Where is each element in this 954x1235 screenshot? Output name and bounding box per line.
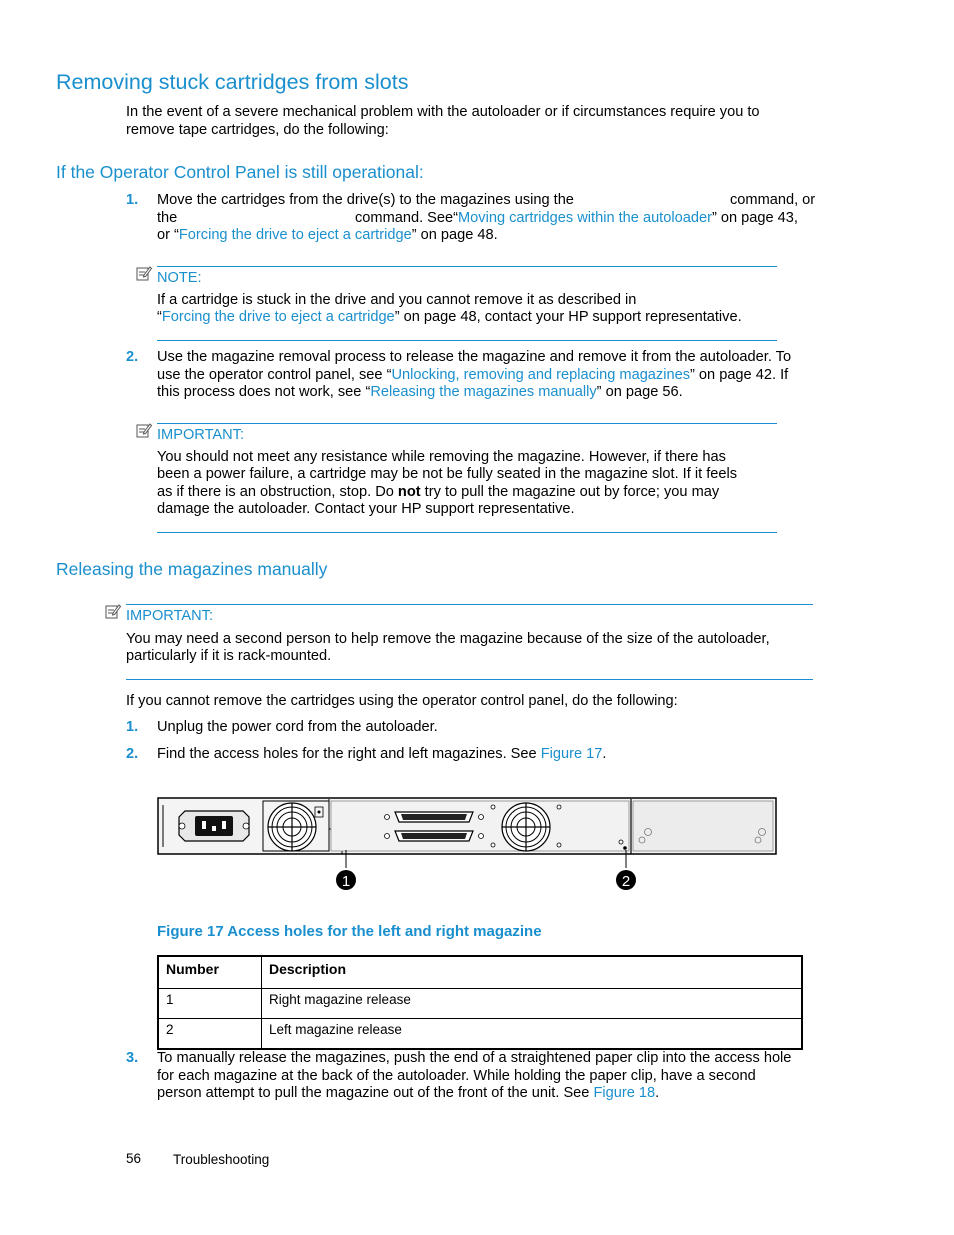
step-text: command, or bbox=[730, 192, 816, 208]
paragraph: If you cannot remove the cartridges using the operator control panel, do the following: bbox=[126, 693, 678, 709]
link-releasing-magazines[interactable]: Releasing the magazines manually bbox=[370, 384, 597, 400]
divider bbox=[157, 266, 777, 267]
important-text: been a power failure, a cartridge may be not be fully seated in the magazine slot. If it feels bbox=[157, 466, 738, 482]
table-cell: Left magazine release bbox=[262, 1019, 803, 1050]
important-icon bbox=[136, 422, 152, 438]
step-text: Use the magazine removal process to release the magazine and remove it from the autoloader. To bbox=[157, 349, 792, 365]
step-text: person attempt to pull the magazine out of the front of the unit. See Figure 18. bbox=[157, 1085, 660, 1101]
step-text: this process does not work, see “Releasing the magazines manually” on page 56. bbox=[157, 384, 683, 400]
power-connector bbox=[179, 811, 249, 841]
important-label: IMPORTANT: bbox=[126, 608, 214, 624]
step-text: use the operator control panel, see “Unlocking, removing and replacing magazines” on page 42. If bbox=[157, 367, 789, 383]
link-moving-cartridges[interactable]: Moving cartridges within the autoloader bbox=[458, 210, 712, 226]
link-figure-17[interactable]: Figure 17 bbox=[540, 746, 603, 762]
subheading-ocp: If the Operator Control Panel is still operational: bbox=[56, 162, 424, 182]
table-row bbox=[158, 1019, 802, 1050]
important-text: as if there is an obstruction, stop. Do not try to pull the magazine out by force; you may bbox=[157, 484, 720, 500]
link-forcing-drive[interactable]: Forcing the drive to eject a cartridge bbox=[178, 227, 412, 243]
important-text: You may need a second person to help remove the magazine because of the size of the autoloader, bbox=[126, 631, 770, 647]
divider bbox=[157, 340, 777, 341]
scsi-connector-bottom bbox=[385, 831, 484, 841]
important-label: IMPORTANT: bbox=[157, 427, 245, 443]
important-text: You should not meet any resistance while removing the magazine. However, if there has bbox=[157, 449, 726, 465]
step-number: 2. bbox=[126, 349, 139, 365]
link-figure-18[interactable]: Figure 18 bbox=[593, 1085, 656, 1101]
important-icon bbox=[105, 603, 121, 619]
step-text: Unplug the power cord from the autoloader. bbox=[157, 719, 438, 735]
step-text: Move the cartridges from the drive(s) to the magazines using the bbox=[157, 192, 574, 208]
divider bbox=[126, 604, 813, 605]
link-forcing-drive[interactable]: Forcing the drive to eject a cartridge bbox=[161, 309, 395, 325]
important-text: damage the autoloader. Contact your HP support representative. bbox=[157, 501, 575, 517]
page-number: 56 bbox=[126, 1151, 142, 1166]
important-text: particularly if it is rack-mounted. bbox=[126, 648, 332, 664]
step-text: the bbox=[157, 210, 178, 226]
callout-1-label: 1 bbox=[341, 873, 351, 890]
note-icon bbox=[136, 265, 152, 281]
step-number: 1. bbox=[126, 719, 139, 735]
link-unlocking-magazines[interactable]: Unlocking, removing and replacing magazines bbox=[391, 367, 690, 383]
step-number: 1. bbox=[126, 192, 139, 208]
column-header: Number bbox=[158, 956, 262, 989]
note-label: NOTE: bbox=[157, 270, 202, 286]
subheading-release: Releasing the magazines manually bbox=[56, 559, 328, 579]
column-header: Description bbox=[262, 956, 803, 989]
page-title: Removing stuck cartridges from slots bbox=[56, 70, 409, 94]
right-fan bbox=[502, 803, 550, 851]
table-cell: 1 bbox=[158, 989, 262, 1019]
note-text: “Forcing the drive to eject a cartridge” on page 48, contact your HP support representative. bbox=[157, 309, 742, 325]
step-text: for each magazine at the back of the autoloader. While holding the paper clip, have a second bbox=[157, 1068, 756, 1084]
footer-section: Troubleshooting bbox=[173, 1152, 270, 1167]
autoloader-rear-figure bbox=[155, 795, 780, 895]
divider bbox=[157, 532, 777, 533]
intro-paragraph: In the event of a severe mechanical problem with the autoloader or if circumstances require you to remove tape cartridges, do the following: bbox=[126, 104, 760, 138]
divider bbox=[126, 679, 813, 680]
step-text: command. See“Moving cartridges within the autoloader” on page 43, bbox=[355, 210, 798, 226]
table-row bbox=[158, 989, 802, 1019]
table-cell: 2 bbox=[158, 1019, 262, 1050]
step-text: or “Forcing the drive to eject a cartridge” on page 48. bbox=[157, 227, 498, 243]
scsi-connector-top bbox=[385, 812, 484, 822]
step-text: To manually release the magazines, push the end of a straightened paper clip into the access hole bbox=[157, 1050, 792, 1066]
table-cell: Right magazine release bbox=[262, 989, 803, 1019]
step-number: 2. bbox=[126, 746, 139, 762]
left-fan bbox=[263, 801, 329, 851]
figure-caption: Figure 17 Access holes for the left and right magazine bbox=[157, 923, 542, 940]
step-text: Find the access holes for the right and left magazines. See Figure 17. bbox=[157, 746, 607, 762]
release-table bbox=[157, 955, 803, 1050]
note-text: If a cartridge is stuck in the drive and you cannot remove it as described in bbox=[157, 292, 637, 308]
divider bbox=[157, 423, 777, 424]
step-number: 3. bbox=[126, 1050, 139, 1066]
table-header-row bbox=[158, 956, 802, 989]
callout-2-label: 2 bbox=[621, 873, 631, 890]
